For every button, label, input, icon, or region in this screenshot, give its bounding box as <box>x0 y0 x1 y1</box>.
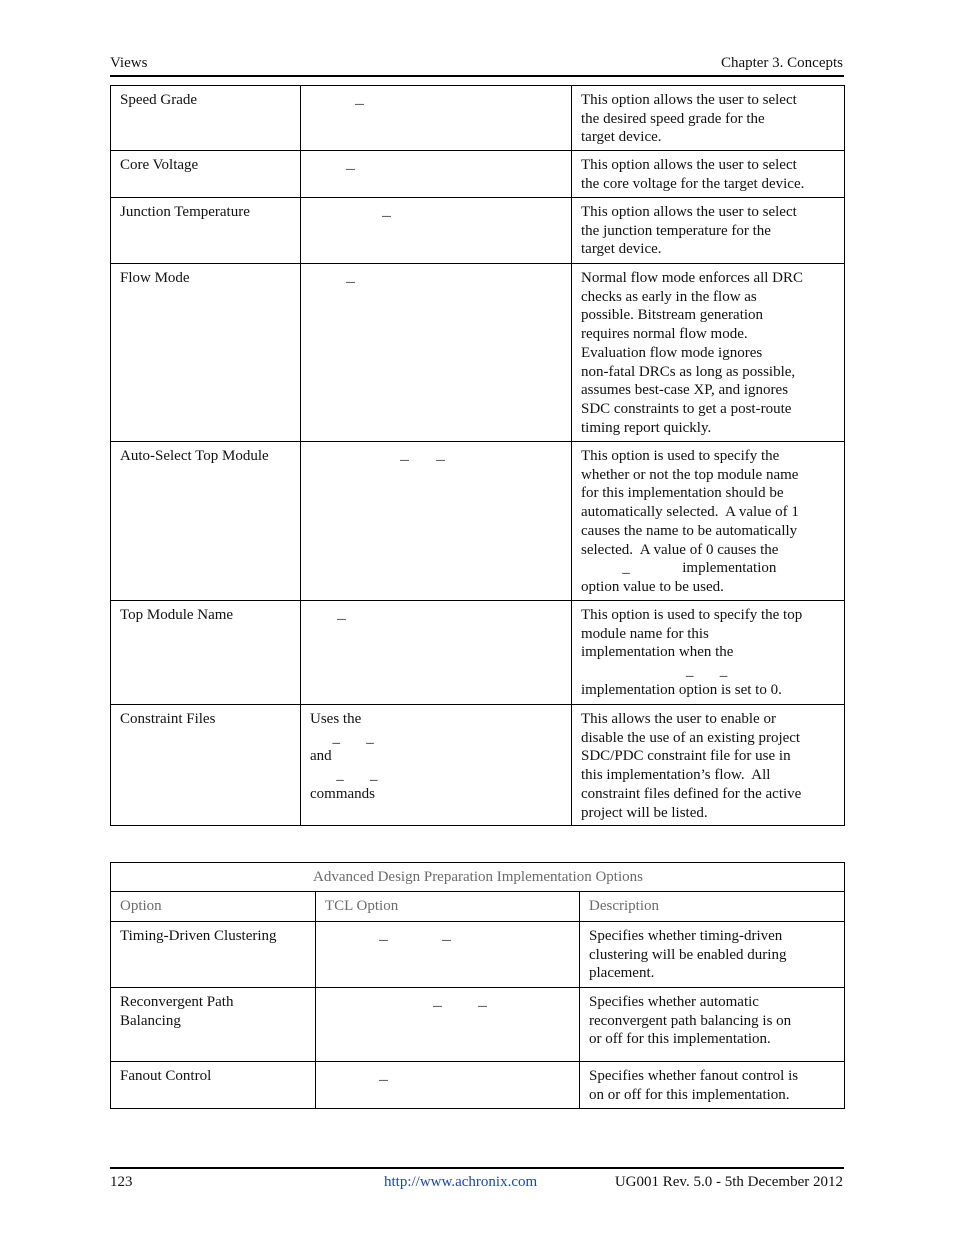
running-header-chapter: Chapter 3. Concepts <box>720 55 843 71</box>
option-cell: Auto-Select Top Module <box>111 442 301 601</box>
description-cell: This option allows the user to select the junction temperature for the target device. <box>572 198 845 264</box>
description-cell: This option allows the user to select the desired speed grade for the target device. <box>572 86 845 151</box>
option-cell: Reconvergent Path Balancing <box>111 988 316 1062</box>
table-row <box>111 198 845 264</box>
description-cell: This allows the user to enable or disable the use of an existing project SDC/PDC constraint file for use in this implementation’s flow. All constraint files defined for the active project will be listed. <box>572 705 845 826</box>
document-revision: UG001 Rev. 5.0 - 5th December 2012 <box>614 1174 843 1190</box>
table-row <box>111 151 845 198</box>
column-header-description: Description <box>580 892 845 922</box>
description-cell: Specifies whether fanout control is on or off for this implementation. <box>580 1062 845 1109</box>
tcl-option-cell: _ <box>301 264 572 442</box>
header-rule <box>110 75 844 77</box>
description-cell: This option is used to specify the whether or not the top module name for this implementation should be automatically selected. A value of 1 causes the name to be automatically selected. A value of 0 causes the _ implementation option value to be used. <box>572 442 845 601</box>
description-cell: This option is used to specify the top module name for this implementation when the _ _ implementation option is set to 0. <box>572 601 845 705</box>
advanced-options-table <box>110 862 845 1109</box>
table-row <box>111 264 845 442</box>
tcl-option-cell: Uses the _ _ and _ _ commands <box>301 705 572 826</box>
running-header-section: Views <box>110 55 148 71</box>
column-header-option: Option <box>111 892 316 922</box>
table-row <box>111 601 845 705</box>
table-row <box>111 922 845 988</box>
description-cell: Specifies whether timing-driven clustering will be enabled during placement. <box>580 922 845 988</box>
option-cell: Timing-Driven Clustering <box>111 922 316 988</box>
option-cell: Core Voltage <box>111 151 301 198</box>
table-row <box>111 705 845 826</box>
tcl-option-cell: _ <box>301 151 572 198</box>
tcl-option-cell: _ <box>316 1062 580 1109</box>
table-row <box>111 1062 845 1109</box>
table-caption: Advanced Design Preparation Implementation Options <box>111 863 845 892</box>
website-link[interactable]: http://www.achronix.com <box>384 1174 538 1190</box>
column-header-tcl: TCL Option <box>316 892 580 922</box>
tcl-option-cell: _ <box>301 86 572 151</box>
tcl-option-cell: _ _ <box>301 442 572 601</box>
tcl-option-cell: _ _ <box>316 988 580 1062</box>
option-cell: Speed Grade <box>111 86 301 151</box>
description-cell: Normal flow mode enforces all DRC checks as early in the flow as possible. Bitstream generation requires normal flow mode. Evaluation flow mode ignores non-fatal DRCs as long as possible, assumes best-case XP, and ignores SDC constraints to get a post-route timing report quickly. <box>572 264 845 442</box>
option-cell: Constraint Files <box>111 705 301 826</box>
option-cell: Top Module Name <box>111 601 301 705</box>
table-row <box>111 86 845 151</box>
description-cell: This option allows the user to select the core voltage for the target device. <box>572 151 845 198</box>
option-cell: Fanout Control <box>111 1062 316 1109</box>
table-row <box>111 442 845 601</box>
tcl-option-cell: _ _ <box>316 922 580 988</box>
options-table <box>110 85 845 826</box>
table-row <box>111 988 845 1062</box>
option-cell: Junction Temperature <box>111 198 301 264</box>
tcl-option-cell: _ <box>301 601 572 705</box>
description-cell: Specifies whether automatic reconvergent path balancing is on or off for this implementation. <box>580 988 845 1062</box>
option-cell: Flow Mode <box>111 264 301 442</box>
page-number: 123 <box>110 1174 133 1190</box>
tcl-option-cell: _ <box>301 198 572 264</box>
footer-rule <box>110 1167 844 1169</box>
